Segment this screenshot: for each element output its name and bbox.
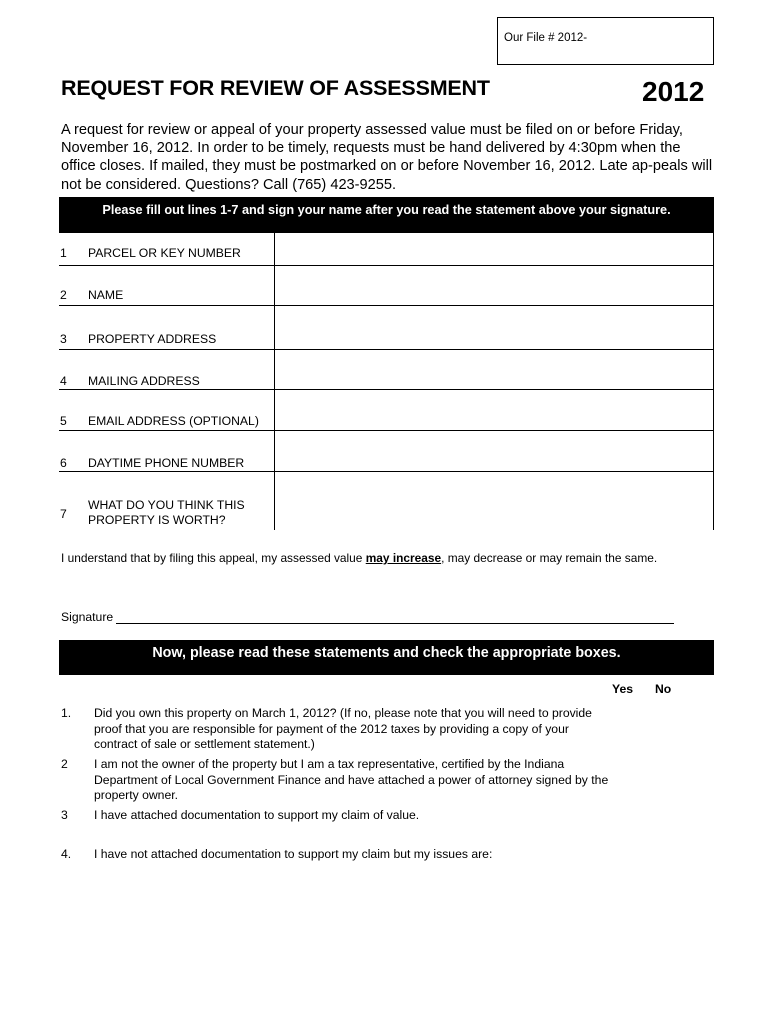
file-number-box[interactable] bbox=[497, 17, 714, 65]
question-text: I am not the owner of the property but I am a tax representative, certified by the Indiana Department of Local Government Finance and have attached a power of attorney signed by the property owner. bbox=[94, 757, 609, 803]
instruction-bar: Please fill out lines 1-7 and sign your name after you read the statement above your signature. bbox=[59, 197, 714, 232]
question-text: I have attached documentation to support my claim of value. bbox=[94, 808, 420, 822]
row-number: 1 bbox=[60, 246, 67, 260]
question-3 bbox=[61, 808, 621, 826]
property-worth-field[interactable] bbox=[274, 472, 714, 530]
question-number: 1. bbox=[61, 706, 72, 720]
form-title: REQUEST FOR REVIEW OF ASSESSMENT bbox=[61, 76, 490, 100]
file-number-label: Our File # 2012- bbox=[504, 32, 588, 44]
email-field[interactable] bbox=[274, 390, 714, 430]
acknowledgement-statement bbox=[61, 551, 657, 565]
question-4 bbox=[61, 847, 621, 865]
signature-line[interactable] bbox=[116, 623, 674, 624]
row-label-worth: WHAT DO YOU THINK THIS PROPERTY IS WORTH? bbox=[88, 498, 245, 527]
question-text: I have not attached documentation to support my claim but my issues are: bbox=[94, 847, 493, 861]
parcel-number-field[interactable] bbox=[274, 233, 714, 265]
no-column-header: No bbox=[655, 682, 672, 696]
form-row-parcel bbox=[59, 232, 714, 265]
form-row-email bbox=[59, 389, 714, 430]
checkbox-instruction-bar: Now, please read these statements and check the appropriate boxes. bbox=[59, 640, 714, 675]
signature-label: Signature bbox=[61, 610, 114, 624]
intro-paragraph: A request for review or appeal of your property assessed value must be filed on or before Friday, November 16, 2012. In order to be timely, requests must be hand delivered by 4:30pm when the office closes. If mailed, they must be postmarked on or before November 16, 2012. Late ap-peals will not be considered. Questions? Call (765) 423-9255. bbox=[61, 122, 713, 193]
statement-text: I understand that by filing this appeal, my assessed value bbox=[61, 551, 366, 565]
question-number: 4. bbox=[61, 847, 72, 861]
row-number: 4 bbox=[60, 374, 67, 388]
question-2 bbox=[61, 757, 621, 805]
phone-field[interactable] bbox=[274, 431, 714, 471]
row-label-email: EMAIL ADDRESS (OPTIONAL) bbox=[88, 414, 259, 428]
row-number: 5 bbox=[60, 414, 67, 428]
row-label-mailing-address: MAILING ADDRESS bbox=[88, 374, 200, 388]
form-row-phone bbox=[59, 430, 714, 471]
question-number: 2 bbox=[61, 757, 68, 771]
row-label-parcel: PARCEL OR KEY NUMBER bbox=[88, 246, 241, 260]
row-number: 3 bbox=[60, 332, 67, 346]
statement-emphasis: may increase bbox=[365, 551, 442, 565]
question-text: Did you own this property on March 1, 2012? (If no, please note that you will need to provide proof that you are responsible for payment of the 2012 taxes by providing a copy of your contract of sale or settlement statement.) bbox=[94, 706, 592, 752]
mailing-address-field[interactable] bbox=[274, 350, 714, 389]
row-label-name: NAME bbox=[88, 288, 124, 302]
property-address-field[interactable] bbox=[274, 306, 714, 349]
question-1 bbox=[61, 706, 621, 754]
form-row-property-address bbox=[59, 305, 714, 349]
name-field[interactable] bbox=[274, 266, 714, 305]
row-number: 7 bbox=[60, 507, 67, 521]
form-row-mailing-address bbox=[59, 349, 714, 389]
question-number: 3 bbox=[61, 808, 68, 822]
row-label-property-address: PROPERTY ADDRESS bbox=[88, 332, 217, 346]
statement-text-end: , may decrease or may remain the same. bbox=[441, 551, 658, 565]
yes-column-header: Yes bbox=[612, 682, 634, 696]
row-number: 2 bbox=[60, 288, 67, 302]
form-year: 2012 bbox=[642, 76, 705, 107]
form-row-worth bbox=[59, 471, 714, 530]
row-number: 6 bbox=[60, 456, 67, 470]
row-label-phone: DAYTIME PHONE NUMBER bbox=[88, 456, 245, 470]
form-row-name bbox=[59, 265, 714, 305]
